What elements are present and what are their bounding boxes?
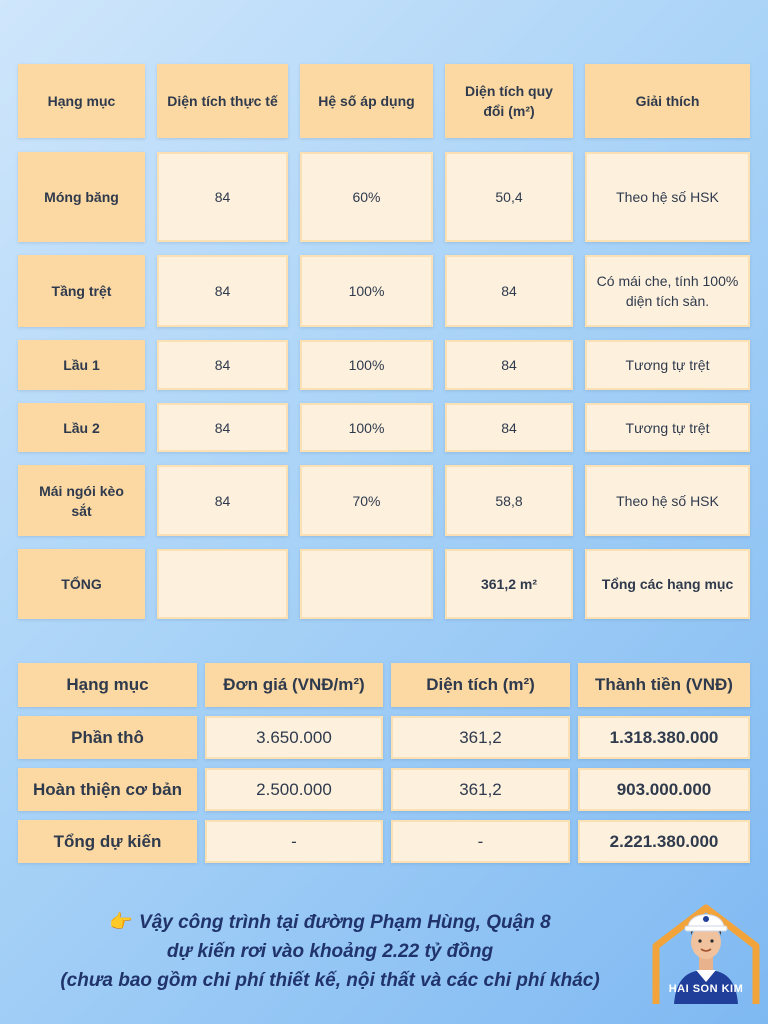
area-total-actual <box>157 549 288 619</box>
area-total-explanation: Tổng các hạng mục <box>585 549 750 619</box>
area-header-category: Hạng mục <box>18 64 145 138</box>
area-cell-converted: 84 <box>445 340 573 390</box>
cost-header-total: Thành tiền (VNĐ) <box>578 663 750 707</box>
area-row-label: Móng băng <box>18 152 145 242</box>
cost-total-area: - <box>391 820 570 863</box>
cost-header-unit-price: Đơn giá (VNĐ/m²) <box>205 663 383 707</box>
area-row-label: Lầu 2 <box>18 403 145 452</box>
area-cell-coefficient: 70% <box>300 465 433 536</box>
area-cell-converted: 84 <box>445 255 573 327</box>
area-cell-coefficient: 60% <box>300 152 433 242</box>
area-total-label: TỔNG <box>18 549 145 619</box>
area-total-converted: 361,2 m² <box>445 549 573 619</box>
area-row-label: Lầu 1 <box>18 340 145 390</box>
area-cell-explanation: Theo hệ số HSK <box>585 152 750 242</box>
hai-son-kim-logo <box>648 886 764 1016</box>
cost-total-amount: 2.221.380.000 <box>578 820 750 863</box>
area-cell-actual: 84 <box>157 465 288 536</box>
area-total-coefficient <box>300 549 433 619</box>
area-row-label: Tầng trệt <box>18 255 145 327</box>
area-cell-coefficient: 100% <box>300 255 433 327</box>
summary-line-2: dự kiến rơi vào khoảng 2.22 tỷ đồng <box>166 941 494 962</box>
cost-row-label: Phần thô <box>18 716 197 759</box>
area-cell-explanation: Tương tự trệt <box>585 403 750 452</box>
area-cell-explanation: Có mái che, tính 100% diện tích sàn. <box>585 255 750 327</box>
area-header-converted: Diện tích quy đổi (m²) <box>445 64 573 138</box>
area-cell-coefficient: 100% <box>300 340 433 390</box>
area-cell-explanation: Theo hệ số HSK <box>585 465 750 536</box>
logo-wordmark: HAI SON KIM <box>668 983 744 995</box>
cost-cell-area: 361,2 <box>391 716 570 759</box>
cost-cell-unit-price: 3.650.000 <box>205 716 383 759</box>
cost-row-label: Hoàn thiện cơ bản <box>18 768 197 811</box>
area-cell-actual: 84 <box>157 255 288 327</box>
area-header-actual: Diện tích thực tế <box>157 64 288 138</box>
cost-cell-total: 903.000.000 <box>578 768 750 811</box>
cost-cell-area: 361,2 <box>391 768 570 811</box>
cost-total-unit-price: - <box>205 820 383 863</box>
summary-note <box>20 908 640 995</box>
cost-cell-unit-price: 2.500.000 <box>205 768 383 811</box>
area-cell-converted: 50,4 <box>445 152 573 242</box>
area-cell-actual: 84 <box>157 403 288 452</box>
cost-total-label: Tổng dự kiến <box>18 820 197 863</box>
cost-cell-total: 1.318.380.000 <box>578 716 750 759</box>
logo-mascot-icon <box>648 886 764 1016</box>
area-cell-explanation: Tương tự trệt <box>585 340 750 390</box>
cost-header-area: Diện tích (m²) <box>391 663 570 707</box>
pointing-hand-icon: 👉 <box>109 912 134 933</box>
area-header-explanation: Giải thích <box>585 64 750 138</box>
area-header-coefficient: Hệ số áp dụng <box>300 64 433 138</box>
area-cell-actual: 84 <box>157 340 288 390</box>
area-cell-actual: 84 <box>157 152 288 242</box>
area-cell-converted: 58,8 <box>445 465 573 536</box>
area-cell-converted: 84 <box>445 403 573 452</box>
area-row-label: Mái ngói kèo sắt <box>18 465 145 536</box>
summary-line-3: (chưa bao gồm chi phí thiết kế, nội thất và các chi phí khác) <box>60 970 600 991</box>
area-cell-coefficient: 100% <box>300 403 433 452</box>
summary-line-1: Vậy công trình tại đường Phạm Hùng, Quận 8 <box>139 912 551 933</box>
cost-header-category: Hạng mục <box>18 663 197 707</box>
